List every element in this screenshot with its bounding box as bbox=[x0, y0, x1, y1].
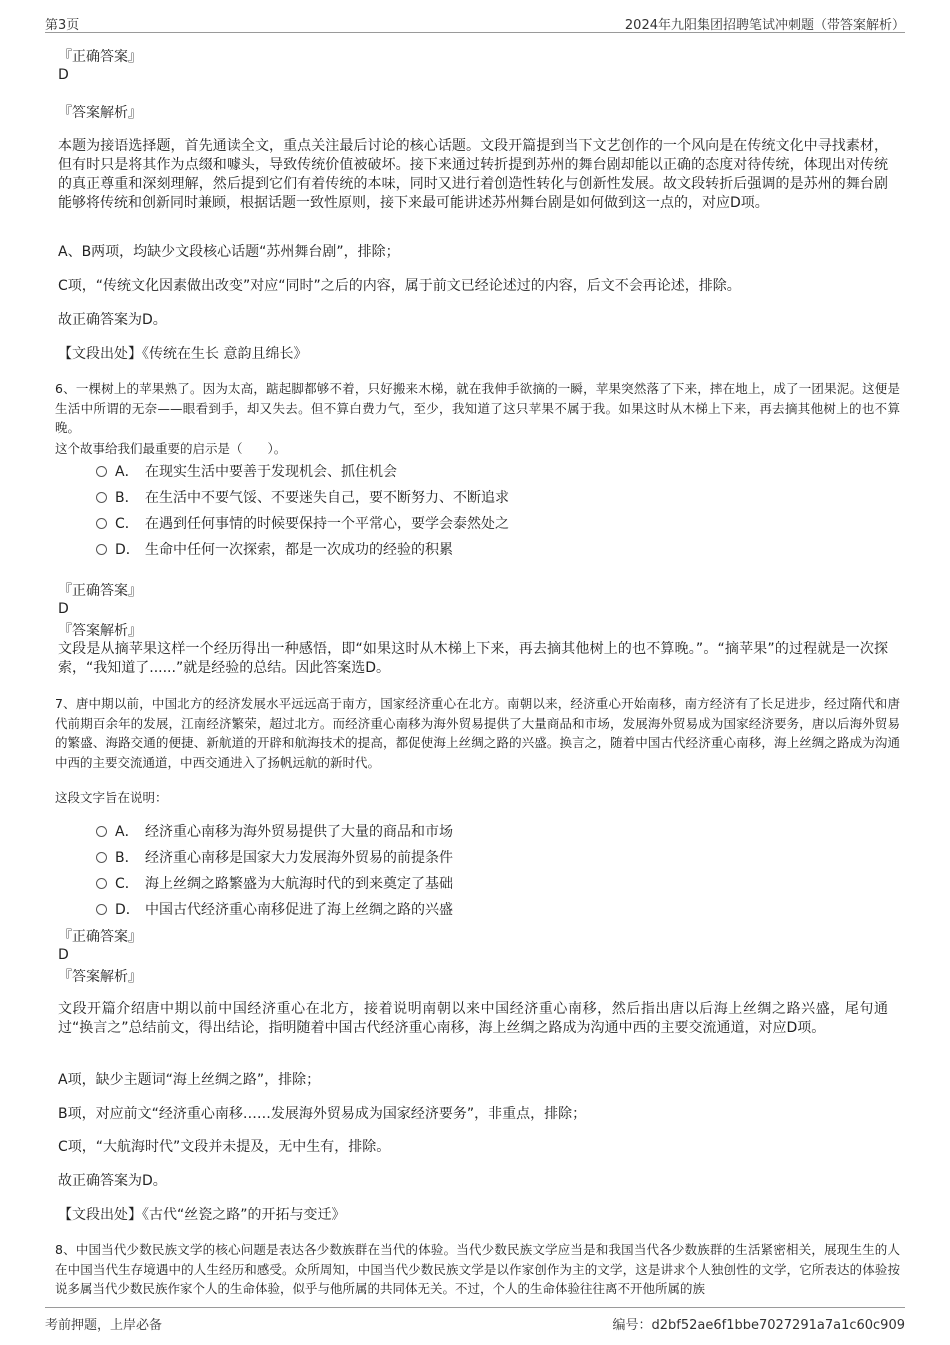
q7-stem: 7、唐中期以前，中国北方的经济发展水平远远高于南方，国家经济重心在北方。南朝以来，经济重心开始南移，南方经济有了长足进步，经过隋代和唐代前期百余年的发展，江南经济繁荣，超过北方。而经济重心南移为海外贸易提供了大量商品和市场，发展海外贸易成为国家经济要务，唐以后海外贸易的繁盛、海路交通的便捷、新航道的开辟和航海技术的提高，都促使海上丝绸之路的兴盛。换言之，随着中国古代经济重心南移，海上丝绸之路成为沟通中西的主要交流通道，中西交通进入了扬帆远航的新时代。 bbox=[55, 696, 900, 770]
q7-conclusion: 故正确答案为D。 bbox=[58, 1173, 167, 1189]
q7-option-a[interactable]: A． 经济重心南移为海外贸易提供了大量的商品和市场 bbox=[96, 822, 453, 842]
q7-option-d[interactable]: D． 中国古代经济重心南移促进了海上丝绸之路的兴盛 bbox=[96, 900, 453, 920]
footer-slogan: 考前押题，上岸必备 bbox=[45, 1318, 163, 1333]
radio-button-icon[interactable] bbox=[96, 492, 107, 503]
page-footer bbox=[45, 1307, 905, 1336]
q5-source: 【文段出处】《传统在生长 意韵且绵长》 bbox=[58, 346, 308, 362]
q7-analysis-a: A项，缺少主题词“海上丝绸之路”，排除； bbox=[58, 1072, 321, 1088]
radio-button-icon[interactable] bbox=[96, 544, 107, 555]
q8-stem: 8、中国当代少数民族文学的核心问题是表达各少数族群在当代的体验。当代少数民族文学应当是和我国当代各少数族群的生活紧密相关，展现生生的人在中国当代生存境遇中的人生经历和感受。众所周知，中国当代少数民族文学是以作家创作为主的文学，这是讲求个人独创性的文学，它所表达的体验按说多属当代少数民族作家个人的生命体验，似乎与他所属的共同体无关。不过，个人的生命体验往往离不开他所属的族 bbox=[55, 1242, 900, 1296]
q7-option-c[interactable]: C． 海上丝绸之路繁盛为大航海时代的到来奠定了基础 bbox=[96, 874, 453, 894]
q7-option-b[interactable]: B． 经济重心南移是国家大力发展海外贸易的前提条件 bbox=[96, 848, 453, 868]
q6-option-b[interactable]: B． 在生活中不要气馁、不要迷失自己，要不断努力、不断追求 bbox=[96, 488, 509, 508]
q6-stem: 6、一棵树上的苹果熟了。因为太高，踮起脚都够不着，只好搬来木梯，就在我伸手欲摘的一瞬，苹果突然落了下来，摔在地上，成了一团果泥。这便是生活中所谓的无奈——眼看到手，却又失去。但不算白费力气，至少，我知道了这只苹果不属于我。如果这时从木梯上下来，再去摘其他树上的也不算晚。 bbox=[55, 381, 900, 435]
q7-analysis-label: 『答案解析』 bbox=[58, 969, 142, 985]
q5-analysis-c: C项，“传统文化因素做出改变”对应“同时”之后的内容，属于前文已经论述过的内容，后文不会再论述，排除。 bbox=[58, 278, 741, 294]
q6-option-c[interactable]: C． 在遇到任何事情的时候要保持一个平常心，要学会泰然处之 bbox=[96, 514, 509, 534]
q6-question: 这个故事给我们最重要的启示是（ ）。 bbox=[55, 441, 287, 456]
q7-analysis-b: B项，对应前文“经济重心南移……发展海外贸易成为国家经济要务”，非重点，排除； bbox=[58, 1106, 587, 1122]
q7-source: 【文段出处】《古代“丝瓷之路”的开拓与变迁》 bbox=[58, 1207, 346, 1223]
q6-analysis-text: 文段是从摘苹果这样一个经历得出一种感悟，即“如果这时从木梯上下来，再去摘其他树上的也不算晚。”。“摘苹果”的过程就是一次探索，“我知道了......”就是经验的总结。因此答案选D。 bbox=[58, 641, 888, 676]
document-id: 编号：d2bf52ae6f1bbe7027291a7a1c60c909 bbox=[612, 1318, 905, 1333]
q6-analysis-label: 『答案解析』 bbox=[58, 623, 142, 639]
q6-answer: D bbox=[58, 601, 69, 617]
radio-button-icon[interactable] bbox=[96, 878, 107, 889]
radio-button-icon[interactable] bbox=[96, 466, 107, 477]
q6-option-a[interactable]: A． 在现实生活中要善于发现机会、抓住机会 bbox=[96, 462, 397, 482]
q7-analysis-text: 文段开篇介绍唐中期以前中国经济重心在北方，接着说明南朝以来中国经济重心南移，然后指出唐以后海上丝绸之路兴盛，尾句通过“换言之”总结前文，得出结论，指明随着中国古代经济重心南移，海上丝绸之路成为沟通中西的主要交流通道，对应D项。 bbox=[58, 1001, 888, 1036]
radio-button-icon[interactable] bbox=[96, 852, 107, 863]
q5-analysis-text: 本题为接语选择题，首先通读全文，重点关注最后讨论的核心话题。文段开篇提到当下文艺创作的一个风向是在传统文化中寻找素材，但有时只是将其作为点缀和噱头，导致传统价值被破坏。接下来通过转折提到苏州的舞台剧却能以正确的态度对待传统，体现出对传统的真正尊重和深刻理解，然后提到它们有着传统的本味，同时又进行着创造性转化与创新性发展。故文段转折后强调的是苏州的舞台剧能够将传统和创新同时兼顾，根据话题一致性原则，接下来最可能讲述苏州舞台剧是如何做到这一点的，对应D项。 bbox=[58, 138, 888, 211]
q6-option-d[interactable]: D． 生命中任何一次探索，都是一次成功的经验的积累 bbox=[96, 540, 453, 560]
document-title: 2024年九阳集团招聘笔试冲刺题（带答案解析） bbox=[624, 18, 905, 33]
radio-button-icon[interactable] bbox=[96, 904, 107, 915]
q5-analysis-label: 『答案解析』 bbox=[58, 105, 142, 121]
radio-button-icon[interactable] bbox=[96, 826, 107, 837]
page-number: 第3页 bbox=[45, 18, 80, 33]
q7-answer-label: 『正确答案』 bbox=[58, 929, 142, 945]
radio-button-icon[interactable] bbox=[96, 518, 107, 529]
q5-answer-label: 『正确答案』 bbox=[58, 49, 142, 65]
q6-answer-label: 『正确答案』 bbox=[58, 583, 142, 599]
q5-conclusion: 故正确答案为D。 bbox=[58, 312, 167, 328]
page-header bbox=[45, 10, 905, 33]
q7-question: 这段文字旨在说明： bbox=[55, 790, 168, 805]
q7-analysis-c: C项，“大航海时代”文段并未提及，无中生有，排除。 bbox=[58, 1139, 391, 1155]
q5-answer: D bbox=[58, 67, 69, 83]
q5-analysis-ab: A、B两项，均缺少文段核心话题“苏州舞台剧”，排除； bbox=[58, 244, 400, 260]
q7-answer: D bbox=[58, 947, 69, 963]
